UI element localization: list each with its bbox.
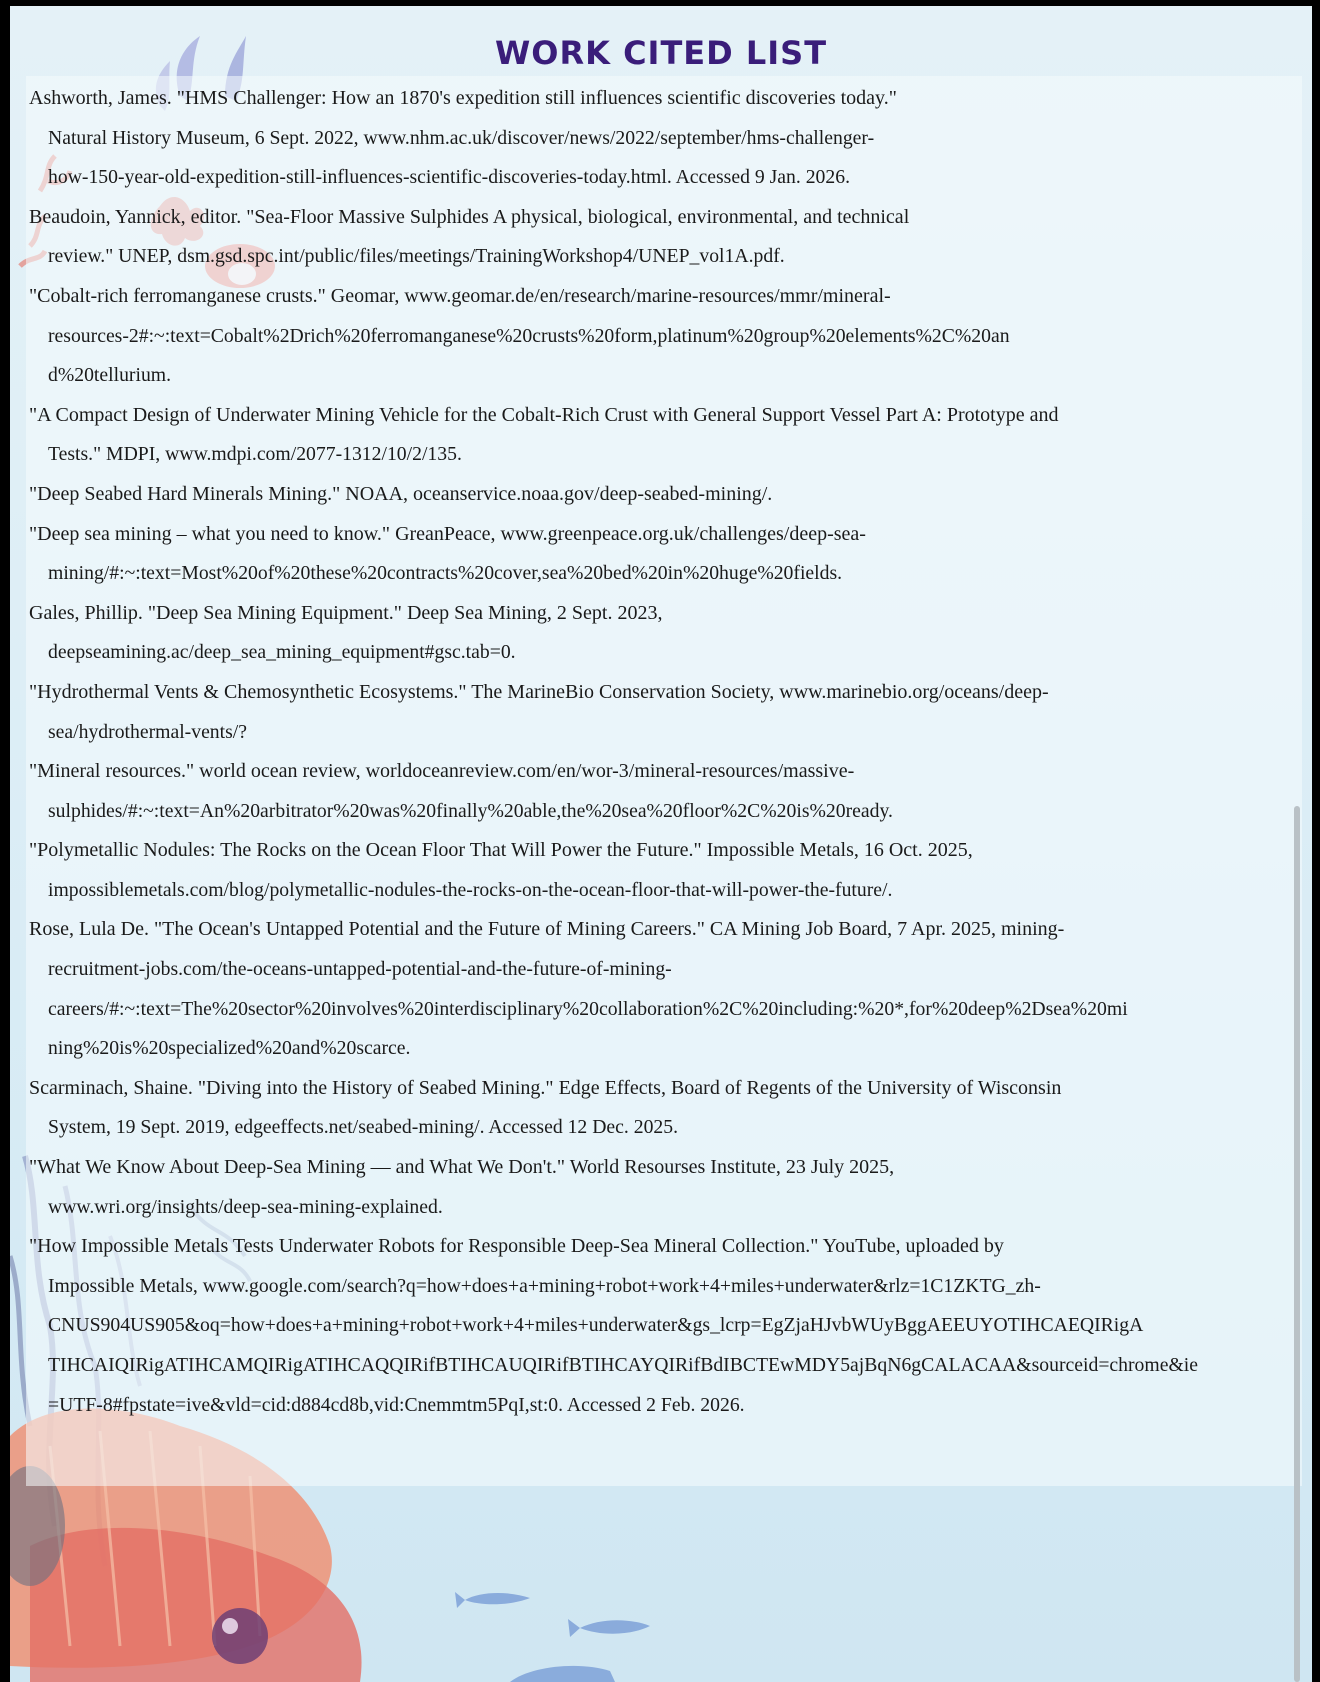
citation-continuation-line: impossiblemetals.com/blog/polymetallic-nodules-the-rocks-on-the-ocean-floor-that-will-power-the-future/. bbox=[48, 878, 893, 901]
citation-first-line: "Deep sea mining – what you need to know." GreanPeace, www.greenpeace.org.uk/challenges/deep-sea- bbox=[29, 522, 866, 545]
citation-rose bbox=[29, 910, 1299, 1068]
citation-greenpeace bbox=[29, 515, 1299, 594]
citation-first-line: "Polymetallic Nodules: The Rocks on the Ocean Floor That Will Power the Future." Impossible Metals, 16 Oct. 2025, bbox=[29, 839, 973, 862]
citation-beaudoin bbox=[29, 198, 1299, 277]
document-page bbox=[10, 6, 1312, 1682]
citation-continuation-line: d%20tellurium. bbox=[48, 364, 172, 387]
citation-impossible-metals-nodules bbox=[29, 831, 1299, 910]
citation-continuation-line: mining/#:~:text=Most%20of%20these%20contracts%20cover,sea%20bed%20in%20huge%20fields. bbox=[48, 562, 843, 585]
citation-wri bbox=[29, 1148, 1299, 1227]
citation-continuation-line: recruitment-jobs.com/the-oceans-untapped-potential-and-the-future-of-mining- bbox=[48, 958, 672, 981]
citation-continuation-line: how-150-year-old-expedition-still-influences-scientific-discoveries-today.html. Accessed 9 Jan. 2026. bbox=[48, 166, 850, 189]
citation-continuation-line: Natural History Museum, 6 Sept. 2022, www.nhm.ac.uk/discover/news/2022/september/hms-challenger- bbox=[48, 126, 875, 149]
citation-scarminach bbox=[29, 1069, 1299, 1148]
page-title: WORK CITED LIST bbox=[494, 34, 828, 72]
citation-cobalt-crusts bbox=[29, 277, 1299, 396]
scrollbar-thumb[interactable] bbox=[1294, 806, 1300, 1682]
citation-continuation-line: TIHCAIQIRigATIHCAMQIRigATIHCAQQIRifBTIHCAUQIRifBTIHCAYQIRifBdIBCTEwMDY5ajBqN6gCALACAA&sourceid=chrome&ie bbox=[48, 1354, 1198, 1376]
citation-marinebio bbox=[29, 673, 1299, 752]
citation-continuation-line: sulphides/#:~:text=An%20arbitrator%20was%20finally%20able,the%20sea%20floor%2C%20is%20ready. bbox=[48, 799, 893, 822]
citation-youtube bbox=[29, 1227, 1299, 1425]
citation-continuation-line: Tests." MDPI, www.mdpi.com/2077-1312/10/2/135. bbox=[48, 443, 462, 466]
citation-first-line: "How Impossible Metals Tests Underwater Robots for Responsible Deep-Sea Mineral Collection." YouTube, uploaded by bbox=[29, 1235, 1004, 1258]
citation-continuation-line: ning%20is%20specialized%20and%20scarce. bbox=[48, 1037, 411, 1060]
citation-first-line: "A Compact Design of Underwater Mining Vehicle for the Cobalt-Rich Crust with General Support Vessel Part A: Prototype and bbox=[29, 403, 1059, 426]
citation-continuation-line: www.wri.org/insights/deep-sea-mining-explained. bbox=[48, 1195, 443, 1218]
citation-first-line: Rose, Lula De. "The Ocean's Untapped Potential and the Future of Mining Careers." CA Mining Job Board, 7 Apr. 2025, mining- bbox=[29, 918, 1065, 941]
citation-world-ocean-review bbox=[29, 752, 1299, 831]
citation-noaa bbox=[29, 475, 1299, 515]
citation-continuation-line: =UTF-8#fpstate=ive&vld=cid:d884cd8b,vid:Cnemmtm5PqI,st:0. Accessed 2 Feb. 2026. bbox=[48, 1393, 745, 1416]
citation-continuation-line: Impossible Metals, www.google.com/search?q=how+does+a+mining+robot+work+4+miles+underwater&rlz=1C1ZKTG_zh- bbox=[48, 1274, 1041, 1297]
citation-first-line: "Deep Seabed Hard Minerals Mining." NOAA, oceanservice.noaa.gov/deep-seabed-mining/. bbox=[29, 482, 773, 505]
citation-first-line: Scarminach, Shaine. "Diving into the History of Seabed Mining." Edge Effects, Board of Regents of the University of Wisconsin bbox=[29, 1076, 1062, 1099]
citation-continuation-line: System, 19 Sept. 2019, edgeeffects.net/seabed-mining/. Accessed 12 Dec. 2025. bbox=[48, 1116, 679, 1139]
citation-list bbox=[29, 79, 1299, 1425]
citation-first-line: "What We Know About Deep-Sea Mining — and What We Don't." World Resourses Institute, 23 July 2025, bbox=[29, 1156, 895, 1179]
citation-continuation-line: review." UNEP, dsm.gsd.spc.int/public/files/meetings/TrainingWorkshop4/UNEP_vol1A.pdf. bbox=[48, 245, 785, 268]
fish-illustration bbox=[455, 1592, 650, 1682]
citation-first-line: "Mineral resources." world ocean review, worldoceanreview.com/en/wor-3/mineral-resources/massive- bbox=[29, 760, 855, 783]
citation-first-line: Beaudoin, Yannick, editor. "Sea-Floor Massive Sulphides A physical, biological, environmental, and technical bbox=[29, 205, 910, 228]
citation-continuation-line: CNUS904US905&oq=how+does+a+mining+robot+work+4+miles+underwater&gs_lcrp=EgZjaHJvbWUyBggAEEUYOTIHCAEQIRigA bbox=[48, 1314, 1144, 1337]
citation-continuation-line: resources-2#:~:text=Cobalt%2Drich%20ferromanganese%20crusts%20form,platinum%20group%20elements%2C%20an bbox=[48, 324, 1010, 347]
citation-continuation-line: careers/#:~:text=The%20sector%20involves%20interdisciplinary%20collaboration%2C%20including:%20*,for%20deep%2Dsea%20mi bbox=[48, 997, 1128, 1020]
citation-ashworth bbox=[29, 79, 1299, 198]
citation-continuation-line: sea/hydrothermal-vents/? bbox=[48, 720, 247, 743]
citation-continuation-line: deepseamining.ac/deep_sea_mining_equipment#gsc.tab=0. bbox=[48, 641, 516, 664]
citation-first-line: Ashworth, James. "HMS Challenger: How an 1870's expedition still influences scientific discoveries today." bbox=[29, 87, 897, 109]
citation-gales bbox=[29, 594, 1299, 673]
citation-first-line: "Hydrothermal Vents & Chemosynthetic Ecosystems." The MarineBio Conservation Society, www.marinebio.org/oceans/deep- bbox=[29, 680, 1049, 703]
citation-first-line: "Cobalt-rich ferromanganese crusts." Geomar, www.geomar.de/en/research/marine-resources/mmr/mineral- bbox=[29, 284, 891, 307]
citation-first-line: Gales, Phillip. "Deep Sea Mining Equipment." Deep Sea Mining, 2 Sept. 2023, bbox=[29, 601, 663, 624]
citation-mdpi bbox=[29, 396, 1299, 475]
